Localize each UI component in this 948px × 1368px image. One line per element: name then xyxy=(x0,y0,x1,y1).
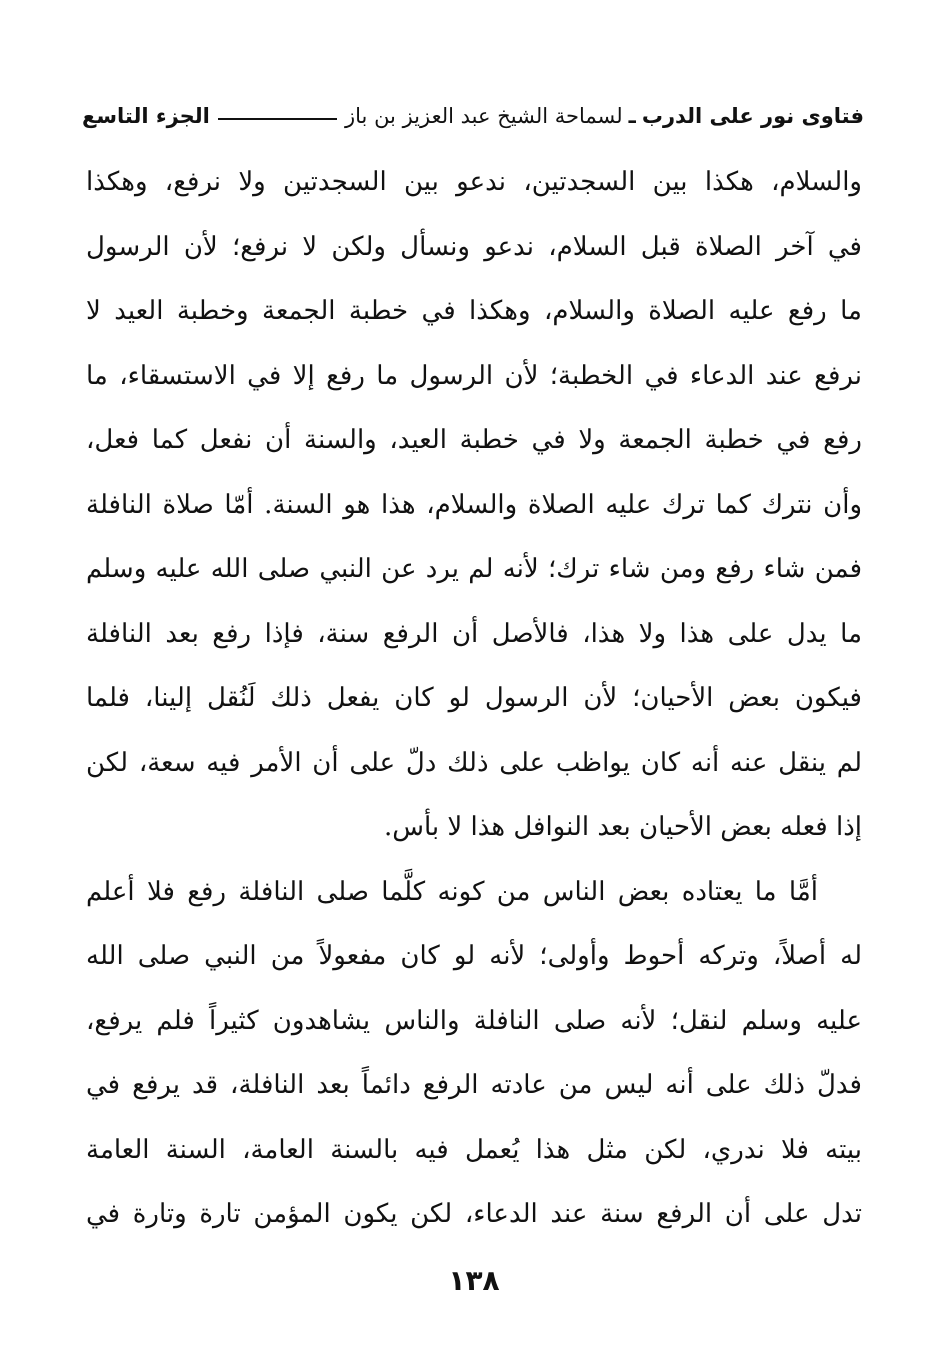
header-separator: ـ xyxy=(628,104,636,128)
page-number: ١٣٨ xyxy=(448,1264,500,1297)
header-rule xyxy=(218,118,337,120)
body-text xyxy=(86,150,862,1247)
text-line: والسلام، هكذا بين السجدتين، ندعو بين السجدتين ولا نرفع، وهكذا xyxy=(86,167,862,197)
text-line: ما رفع عليه الصلاة والسلام، وهكذا في خطبة الجمعة وخطبة العيد لا xyxy=(86,296,862,326)
text-line: نرفع عند الدعاء في الخطبة؛ لأن الرسول ما رفع إلا في الاستسقاء، ما xyxy=(86,360,862,391)
paragraph-1 xyxy=(86,150,862,860)
text-line: فدلّ ذلك على أنه ليس من عادته الرفع دائماً بعد النافلة، قد يرفع في xyxy=(86,1070,862,1100)
text-line: بيته فلا ندري، لكن مثل هذا يُعمل فيه بالسنة العامة، السنة العامة xyxy=(86,1134,862,1165)
text-line: أمَّا ما يعتاده بعض الناس من كونه كلَّما صلى النافلة رفع فلا أعلم xyxy=(86,876,818,907)
text-line: ما يدل على هذا ولا هذا، فالأصل أن الرفع سنة، فإذا رفع بعد النافلة xyxy=(86,618,862,649)
text-line: تدل على أن الرفع سنة عند الدعاء، لكن يكون المؤمن تارة وتارة في xyxy=(86,1199,862,1229)
text-line: له أصلاً، وتركه أحوط وأولى؛ لأنه لو كان مفعولاً من النبي صلى الله xyxy=(86,941,862,971)
text-line: في آخر الصلاة قبل السلام، ندعو ونسأل ولكن لا نرفع؛ لأن الرسول xyxy=(86,231,862,262)
paragraph-2 xyxy=(86,860,862,1247)
running-header xyxy=(82,96,864,136)
text-line: عليه وسلم لنقل؛ لأنه صلى النافلة والناس يشاهدون كثيراً فلم يرفع، xyxy=(86,1005,862,1036)
text-line: فيكون بعض الأحيان؛ لأن الرسول لو كان يفعل ذلك لَنُقل إلينا، فلما xyxy=(86,683,862,713)
author-subtitle: لسماحة الشيخ عبد العزيز بن باز xyxy=(345,104,623,128)
text-line: وأن نترك كما ترك عليه الصلاة والسلام، هذا هو السنة. أمّا صلاة النافلة xyxy=(86,489,862,520)
text-line: فمن شاء رفع ومن شاء ترك؛ لأنه لم يرد عن النبي صلى الله عليه وسلم xyxy=(86,554,862,584)
volume-label: الجزء التاسع xyxy=(82,104,210,128)
book-title: فتاوى نور على الدرب xyxy=(641,104,864,128)
text-line: لم ينقل عنه أنه كان يواظب على ذلك دلّ على أن الأمر فيه سعة، لكن xyxy=(86,747,862,778)
text-line: إذا فعله بعض الأحيان بعد النوافل هذا لا بأس. xyxy=(383,812,862,842)
text-line: رفع في خطبة الجمعة ولا في خطبة العيد، والسنة أن نفعل كما فعل، xyxy=(86,425,862,455)
